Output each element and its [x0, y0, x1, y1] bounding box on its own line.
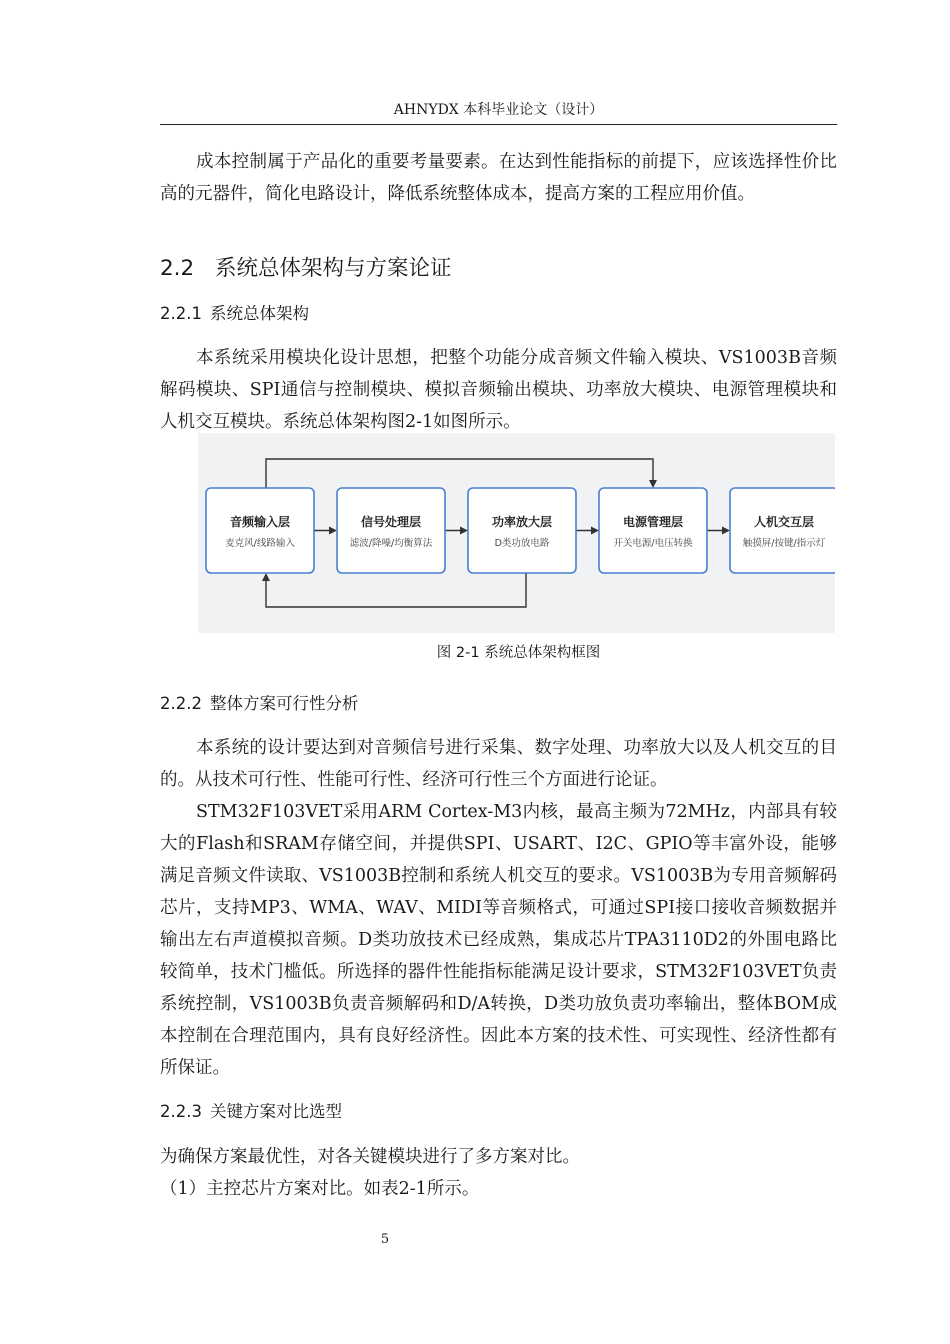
block-box: [337, 488, 445, 573]
block-4: [599, 488, 707, 573]
page-number: 5: [380, 1232, 390, 1247]
block-box: [206, 488, 314, 573]
block-box: [730, 488, 835, 573]
bottom-feedback-arrow: [266, 573, 526, 607]
subsection-number: 2.2.2: [160, 694, 202, 713]
paragraph-feasibility-intro: 本系统的设计要达到对音频信号进行采集、数字处理、功率放大以及人机交互的目的。从技术可行性、性能可行性、经济可行性三个方面进行论证。: [160, 738, 837, 790]
block-subtitle: D类功放电路: [494, 538, 550, 549]
block-box: [599, 488, 707, 573]
block-title: 人机交互层: [753, 515, 815, 529]
architecture-diagram: [198, 433, 835, 633]
paragraph-comparison-intro: 为确保方案最优性，对各关键模块进行了多方案对比。: [160, 1147, 580, 1167]
section-heading-2-2: [160, 254, 452, 284]
paragraph-feasibility-detail: STM32F103VET采用ARM Cortex-M3内核，最高主频为72MHz，内部具有较大的Flash和SRAM存储空间，并提供SPI、USART、I2C、GPIO等丰富外设，能够满足音频文件读取、VS1003B控制和系统人机交互的要求。VS1003B为专用音频解码芯片，支持MP3、WMA、WAV、MIDI等音频格式，可通过SPI接口接收音频数据并输出左右声道模拟音频。D类功放技术已经成熟，集成芯片TPA3110D2的外围电路比较简单，技术门槛低。所选择的器件性能指标能满足设计要求，STM32F103VET负责系统控制，VS1003B负责音频解码和D/A转换，D类功放负责功率输出，整体BOM成本控制在合理范围内，具有良好经济性。因此本方案的技术性、可实现性、经济性都有所保证。: [160, 802, 837, 1078]
top-feedback-arrow: [266, 459, 653, 488]
block-5: [730, 488, 835, 573]
section-title: 系统总体架构与方案论证: [215, 256, 452, 281]
block-subtitle: 滤波/降噪/均衡算法: [349, 538, 433, 549]
block-title: 电源管理层: [622, 515, 684, 529]
block-3: [468, 488, 576, 573]
block-title: 功率放大层: [491, 515, 553, 529]
subsection-heading-2-2-1: [160, 302, 309, 326]
block-title: 信号处理层: [360, 515, 422, 529]
subsection-title: 关键方案对比选型: [209, 1102, 342, 1121]
header-rule: [160, 124, 837, 125]
running-header: AHNYDX 本科毕业论文（设计）: [393, 102, 604, 118]
architecture-figure: [198, 433, 835, 633]
block-2: [337, 488, 445, 573]
subsection-title: 整体方案可行性分析: [209, 694, 359, 713]
subsection-number: 2.2.1: [160, 304, 202, 323]
block-subtitle: 麦克风/线路输入: [225, 538, 295, 549]
block-1: [206, 488, 314, 573]
subsection-title: 系统总体架构: [209, 304, 309, 323]
subsection-heading-2-2-2: [160, 692, 358, 716]
block-box: [468, 488, 576, 573]
paragraph-cost-control: 成本控制属于产品化的重要考量要素。在达到性能指标的前提下，应该选择性价比高的元器件，简化电路设计，降低系统整体成本，提高方案的工程应用价值。: [160, 152, 837, 204]
figure-caption: 图 2-1 系统总体架构框图: [436, 645, 601, 661]
subsection-number: 2.2.3: [160, 1102, 202, 1121]
subsection-heading-2-2-3: [160, 1100, 342, 1124]
block-title: 音频输入层: [229, 515, 291, 529]
block-subtitle: 触摸屏/按键/指示灯: [742, 538, 826, 549]
block-subtitle: 开关电源/电压转换: [613, 538, 693, 549]
paragraph-table-reference: （1）主控芯片方案对比。如表2-1所示。: [160, 1179, 480, 1199]
section-number: 2.2: [160, 256, 195, 281]
paragraph-architecture: 本系统采用模块化设计思想，把整个功能分成音频文件输入模块、VS1003B音频解码模块、SPI通信与控制模块、模拟音频输出模块、功率放大模块、电源管理模块和人机交互模块。系统总体架构图2-1如图所示。: [160, 348, 837, 432]
